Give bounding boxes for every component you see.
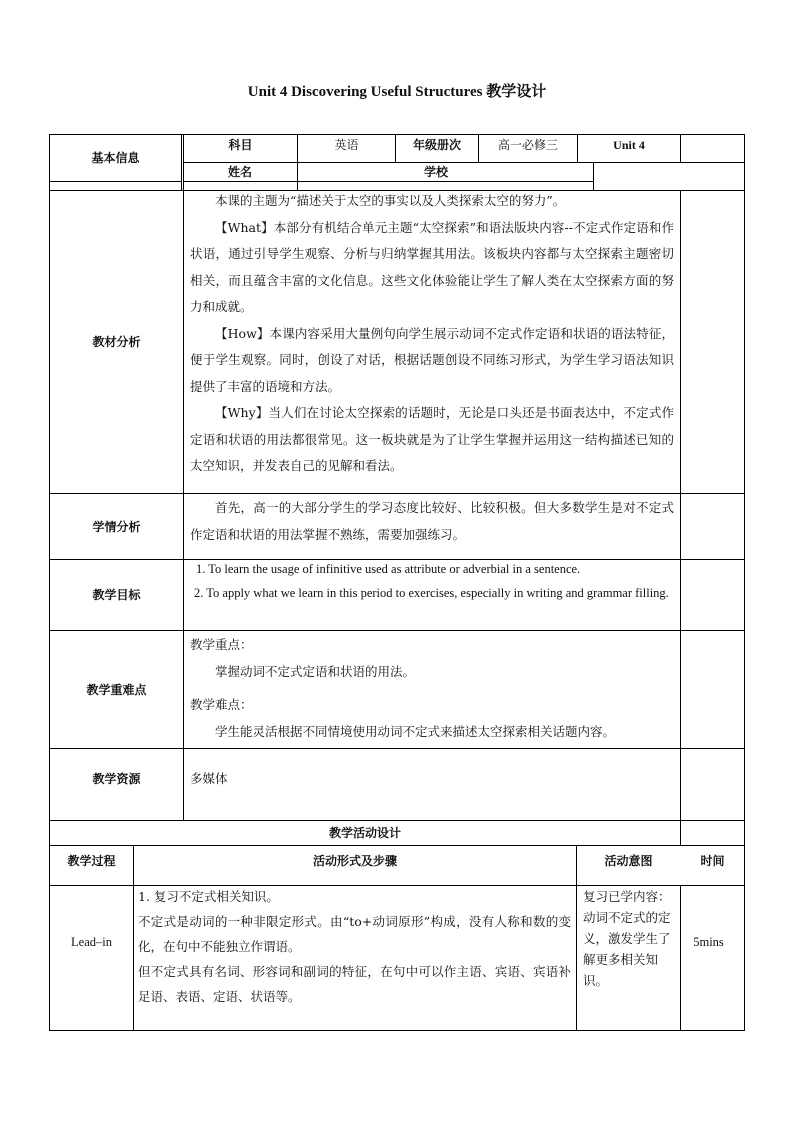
lead-in-steps: [138, 884, 571, 1009]
material-theme-paragraph: 本课的主题为“描述关于太空的事实以及人类探索太空的努力”。: [215, 193, 566, 208]
material-why-paragraph: 【Why】当人们在讨论太空探索的话题时，无论是口头还是书面表达中，不定式作定语和状语的用法都很常见。这一板块就是为了让学生掌握并运用这一结构描述已知的太空知识，并发表自己的见解和看法。: [190, 405, 674, 473]
teaching-focus-label: 教学重点：: [190, 637, 253, 652]
lead-in-step-paragraph-2: 但不定式具有名词、形容词和副词的特征，在句中可以作主语、宾语、宾语补足语、表语、定语、状语等。: [138, 964, 571, 1004]
key-points-label: 教学重难点: [86, 682, 147, 697]
header-time: 时间: [700, 854, 725, 868]
table-border: [181, 134, 182, 191]
table-border: [49, 181, 181, 182]
table-border: [49, 1030, 745, 1031]
basic-info-label: 基本信息: [91, 151, 140, 165]
header-teaching-process: 教学过程: [67, 854, 116, 868]
resources-label: 教学资源: [92, 772, 141, 786]
name-label: 姓名: [228, 165, 253, 179]
objectives-content: [190, 557, 674, 605]
student-analysis-label: 学情分析: [92, 519, 141, 534]
material-how-paragraph: 【How】本课内容采用大量例句向学生展示动词不定式作定语和状语的语法特征，便于学生观察。同时，创设了对话，根据话题创设不同练习形式，为学生学习语法知识提供了丰富的语境和方法。: [190, 325, 674, 394]
teaching-difficulty-text: 学生能灵活根据不同情境使用动词不定式来描述太空探索相关话题内容。: [215, 724, 616, 739]
table-border: [183, 134, 184, 821]
unit-value: Unit 4: [613, 138, 645, 152]
lead-in-step-paragraph-1: 不定式是动词的一种非限定形式。由“to+动词原形”构成，没有人称和数的变化，在句中不能独立作谓语。: [138, 914, 571, 954]
objectives-label: 教学目标: [92, 588, 141, 602]
resources-value: 多媒体: [190, 771, 228, 786]
table-border: [744, 134, 745, 1031]
material-what-paragraph: 【What】本部分有机结合单元主题“太空探索”和语法版块内容--不定式作定语和作状语，通过引导学生观察、分析与归纳掌握其用法。该板块内容都与太空探索主题密切相关，而且蕴含丰富的文化信息。这些文化体验能让学生了解人类在太空探索方面的努力和成就。: [190, 219, 674, 314]
table-border: [680, 134, 681, 163]
lead-in-purpose: 复习已学内容：动词不定式的定义，激发学生了解更多相关知识。: [583, 889, 671, 988]
material-analysis-content: [190, 188, 674, 480]
teaching-focus-text: 掌握动词不定式定语和状语的用法。: [215, 664, 416, 679]
stage-lead-in: Lead–in: [71, 935, 112, 949]
student-analysis-text: [190, 495, 674, 548]
table-border: [680, 190, 681, 846]
school-label: 学校: [424, 165, 449, 179]
objective-item-2: 2. To apply what we learn in this period to exercises, especially in writing and grammar filling.: [194, 586, 669, 600]
grade-value: 高一必修三: [497, 138, 558, 152]
table-border: [183, 181, 593, 182]
lead-in-time: 5mins: [693, 935, 724, 949]
teaching-difficulty-label: 教学难点：: [190, 697, 253, 712]
header-activity-purpose: 活动意图: [604, 854, 653, 868]
student-analysis-paragraph: 首先，高一的大部分学生的学习态度比较好、比较积极。但大多数学生是对不定式作定语和状语的用法掌握不熟练，需要加强练习。: [190, 500, 674, 542]
subject-label: 科目: [228, 138, 253, 152]
objective-item-1: 1. To learn the usage of infinitive used as attribute or adverbial in a sentence.: [196, 562, 581, 576]
header-activity-steps: 活动形式及步骤: [312, 854, 397, 868]
activity-design-title: 教学活动设计: [328, 826, 401, 840]
key-points-content: [190, 631, 680, 745]
subject-value: 英语: [334, 138, 359, 152]
lead-in-step-title: 1. 复习不定式相关知识。: [138, 889, 279, 904]
material-analysis-label: 教材分析: [92, 335, 141, 349]
table-border: [593, 162, 594, 191]
grade-label: 年级册次: [412, 138, 461, 152]
document-title: Unit 4 Discovering Useful Structures 教学设计: [247, 84, 547, 100]
